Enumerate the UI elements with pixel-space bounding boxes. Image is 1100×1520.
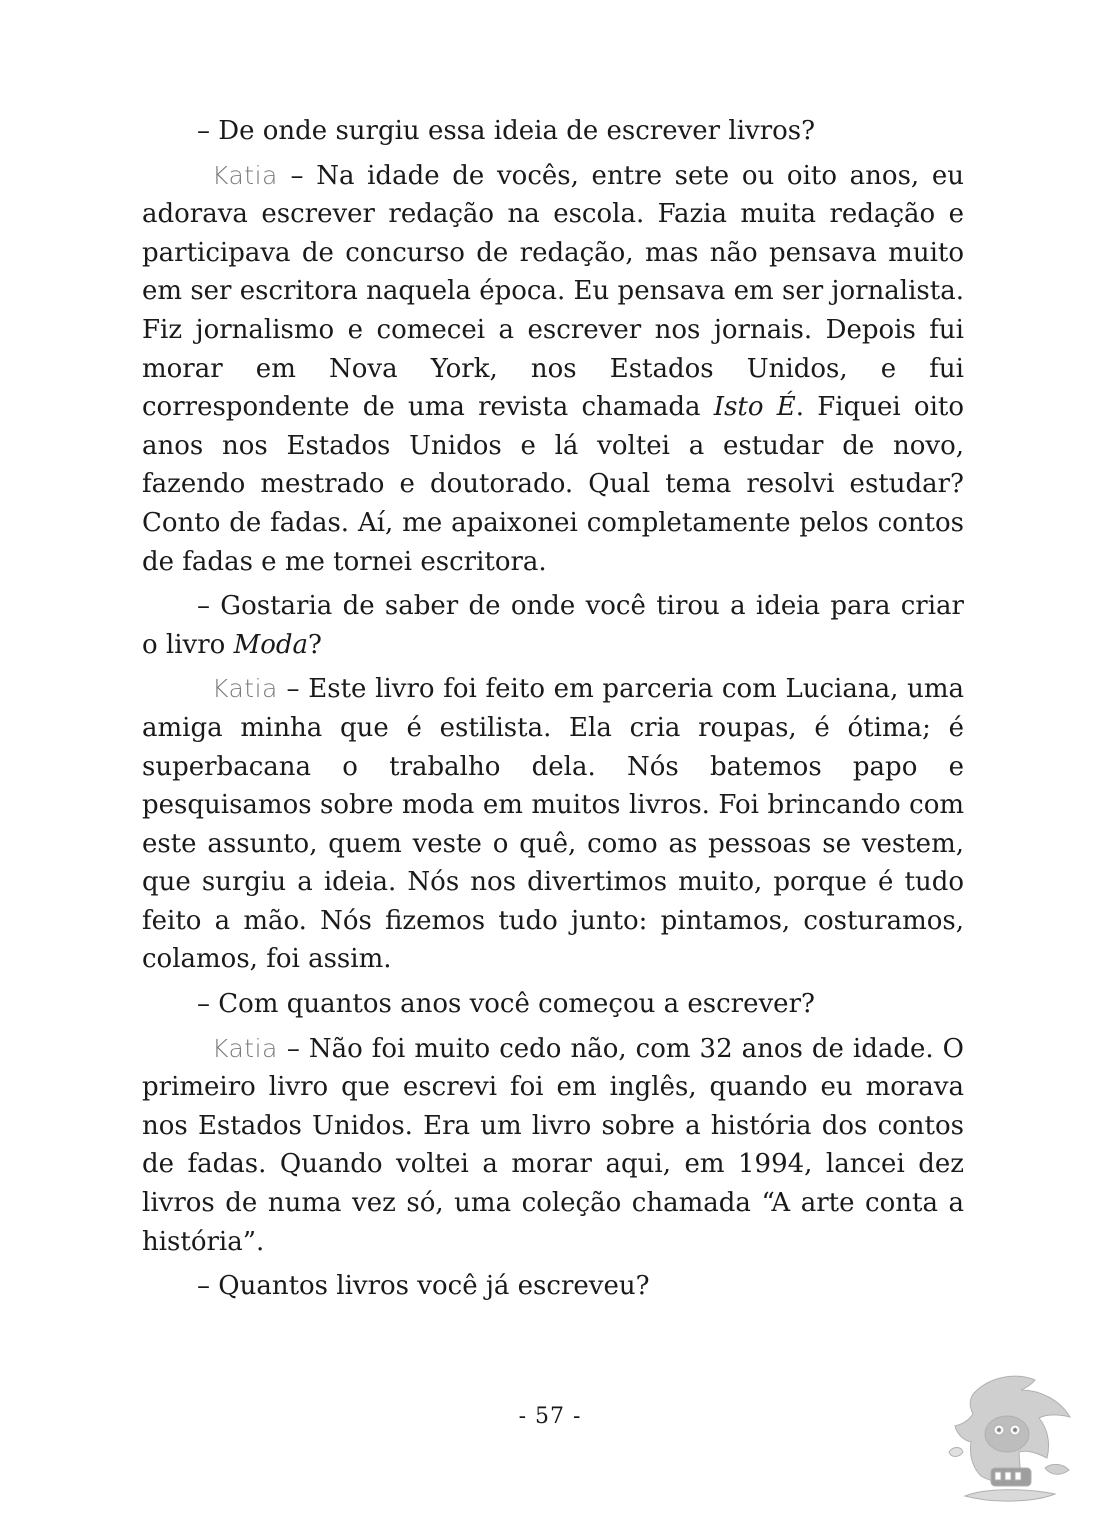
question-3: – Com quantos anos você começou a escrever?: [197, 989, 815, 1020]
cartoon-mascot-icon: [935, 1372, 1085, 1512]
page-number: - 57 -: [518, 1404, 582, 1429]
speaker-name: Katia: [212, 674, 278, 704]
interview-text: [142, 112, 964, 1306]
answer-1: Katia – Na idade de vocês, entre sete ou oito anos, eu adorava escrever redação na escola. Fazia muita redação e participava de concurso de redação, mas não pensava muito em ser escritora naquela época. Eu pensava em ser jornalista. Fiz jornalismo e comecei a escrever nos jornais. Depois fui morar em Nova York, nos Estados Unidos, e fui correspondente de uma revista chamada Isto É. Fiquei oito anos nos Estados Unidos e lá voltei a estudar de novo, fazendo mestrado e doutorado. Qual tema resolvi estudar? Conto de fadas. Aí, me apaixonei completamente pelos contos de fadas e me tornei escritora.: [142, 160, 964, 577]
answer-3: Katia – Não foi muito cedo não, com 32 anos de idade. O primeiro livro que escrevi foi em inglês, quando eu morava nos Estados Unidos. Era um livro sobre a história dos contos de fadas. Quando voltei a morar aqui, em 1994, lancei dez livros de numa vez só, uma coleção chamada “A arte conta a história”.: [142, 1033, 964, 1257]
question-4: – Quantos livros você já escreveu?: [197, 1271, 650, 1302]
answer-2: Katia – Este livro foi feito em parceria com Luciana, uma amiga minha que é estilista. Ela cria roupas, é ótima; é superbacana o trabalho dela. Nós batemos papo e pesquisamos sobre moda em muitos livros. Foi brincando com este assunto, quem veste o quê, como as pessoas se vestem, que surgiu a ideia. Nós nos divertimos muito, porque é tudo feito a mão. Nós fizemos tudo junto: pintamos, costuramos, colamos, foi assim.: [142, 674, 964, 975]
speaker-name: Katia: [212, 1033, 278, 1063]
question-1: – De onde surgiu essa ideia de escrever livros?: [197, 116, 816, 146]
speaker-name: Katia: [212, 160, 278, 190]
question-2: – Gostaria de saber de onde você tirou a ideia para criar o livro Moda?: [142, 591, 964, 660]
